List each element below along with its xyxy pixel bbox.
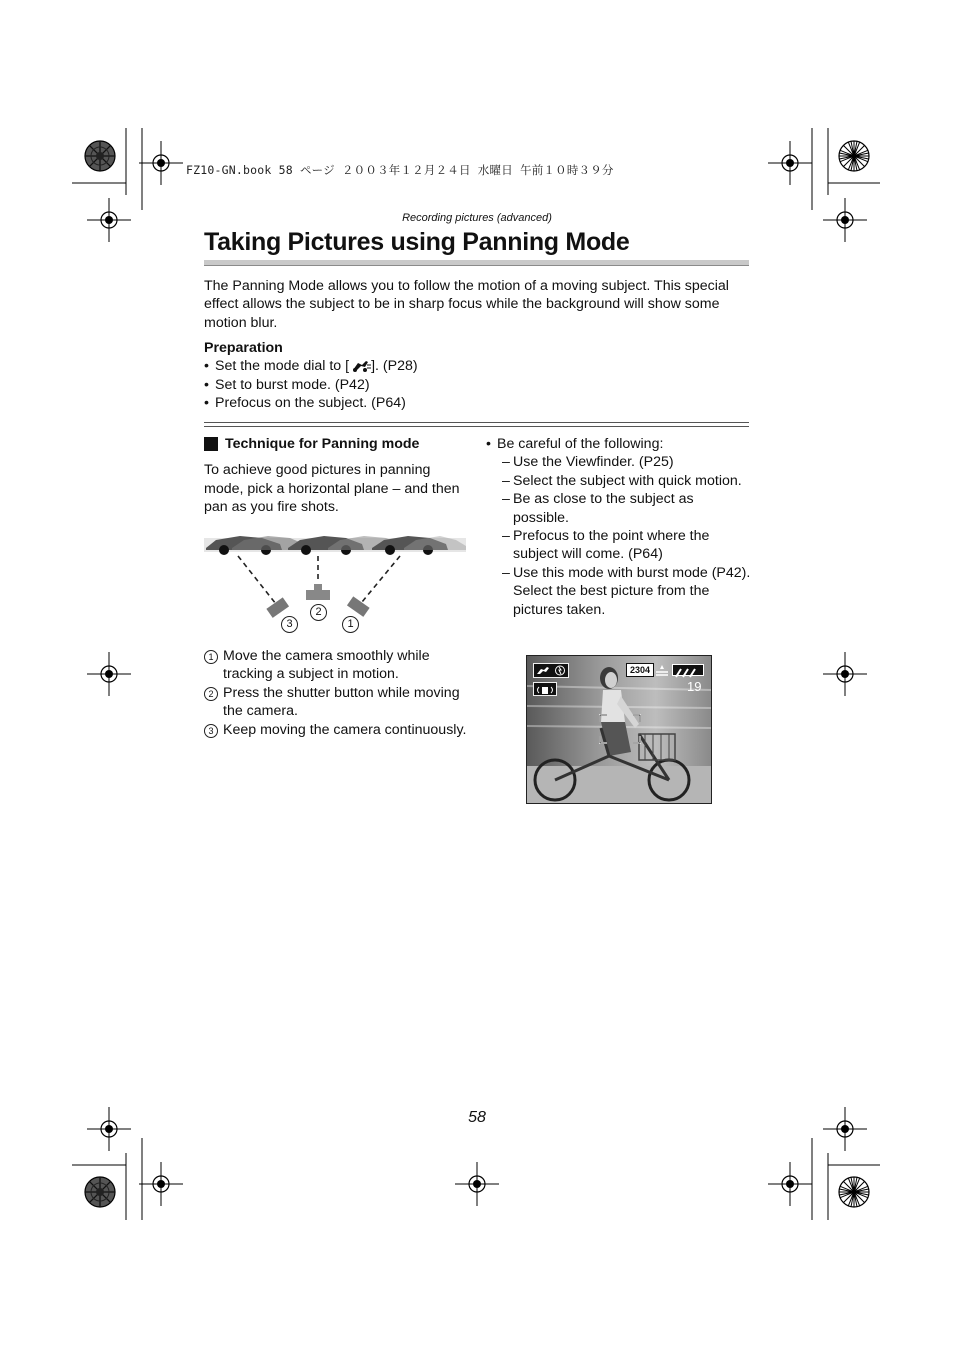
intro-paragraph: The Panning Mode allows you to follow the motion of a moving subject. This special effect allows the subject to be in sharp focus while the background will show some motion blur.	[204, 278, 729, 331]
list-item: • Prefocus on the subject. (P64)	[204, 394, 749, 412]
section-label: Recording pictures (advanced)	[402, 212, 552, 224]
step-number: 2	[204, 687, 218, 701]
diagram-label-3: 3	[281, 616, 298, 633]
battery-icon	[672, 664, 704, 676]
list-item: 3 Keep moving the camera continuously.	[204, 721, 469, 739]
camera-icon	[347, 596, 370, 616]
frames-remaining: 19	[687, 679, 702, 694]
diagram-label-1: 1	[342, 616, 359, 633]
list-item: – Be as close to the subject as possible.	[502, 490, 751, 527]
list-item: – Prefocus to the point where the subject will come. (P64)	[502, 527, 751, 564]
sight-line	[238, 556, 276, 604]
list-item: 1 Move the camera smoothly while tracking a subject in motion.	[204, 647, 469, 684]
list-item: – Select the subject with quick motion.	[502, 472, 751, 490]
technique-steps	[204, 647, 469, 739]
diagram-label-2: 2	[310, 604, 327, 621]
list-item: • Set the mode dial to [ ]. (P28)	[204, 357, 749, 375]
step-number: 1	[204, 650, 218, 664]
list-item: 2 Press the shutter button while moving the camera.	[204, 684, 469, 721]
quality-icon	[655, 663, 669, 675]
camera-icon	[266, 597, 289, 617]
step-number: 3	[204, 724, 218, 738]
preparation-list	[204, 357, 749, 412]
technique-body: To achieve good pictures in panning mode, pick a horizontal plane – and then pan as you fire shots.	[204, 462, 460, 516]
panning-diagram	[204, 528, 466, 638]
careful-lead: • Be careful of the following: – Use the Viewfinder. (P25) – Select the subject with quick motion. – Be as close to the subject as possible. – Prefocus to the point where the subject will come. (P64) – Use this mode with burst mode (P42). Select the best picture from the pictures taken.	[486, 435, 751, 619]
technique-heading: Technique for Panning mode	[225, 436, 420, 452]
technique-section	[204, 435, 469, 517]
careful-list	[502, 453, 751, 619]
title-underline	[204, 260, 749, 266]
technique-heading-row	[204, 435, 469, 453]
sight-line	[362, 556, 400, 602]
preparation-heading: Preparation	[204, 340, 283, 356]
panning-mode-icon	[349, 358, 371, 372]
focus-frame-icon	[599, 714, 641, 744]
resolution-badge: 2304	[626, 663, 654, 677]
page-number: 58	[468, 1109, 486, 1126]
square-marker-icon	[204, 437, 218, 451]
section-divider	[204, 422, 749, 427]
panning-mode-icon	[533, 663, 569, 678]
print-header: FZ10-GN.book 58 ページ ２００３年１２月２４日 水曜日 午前１０時３９分	[186, 163, 614, 177]
list-item: – Use the Viewfinder. (P25)	[502, 453, 751, 471]
careful-section	[486, 435, 751, 619]
list-item: – Use this mode with burst mode (P42). Select the best picture from the pictures taken.	[502, 564, 751, 619]
lcd-screen-photo	[526, 655, 712, 804]
stabilizer-icon	[533, 682, 557, 696]
list-item: • Set to burst mode. (P42)	[204, 376, 749, 394]
car-strip	[204, 536, 466, 555]
camera-icon	[306, 584, 330, 600]
page-title: Taking Pictures using Panning Mode	[204, 228, 630, 256]
preparation-block	[204, 339, 749, 413]
